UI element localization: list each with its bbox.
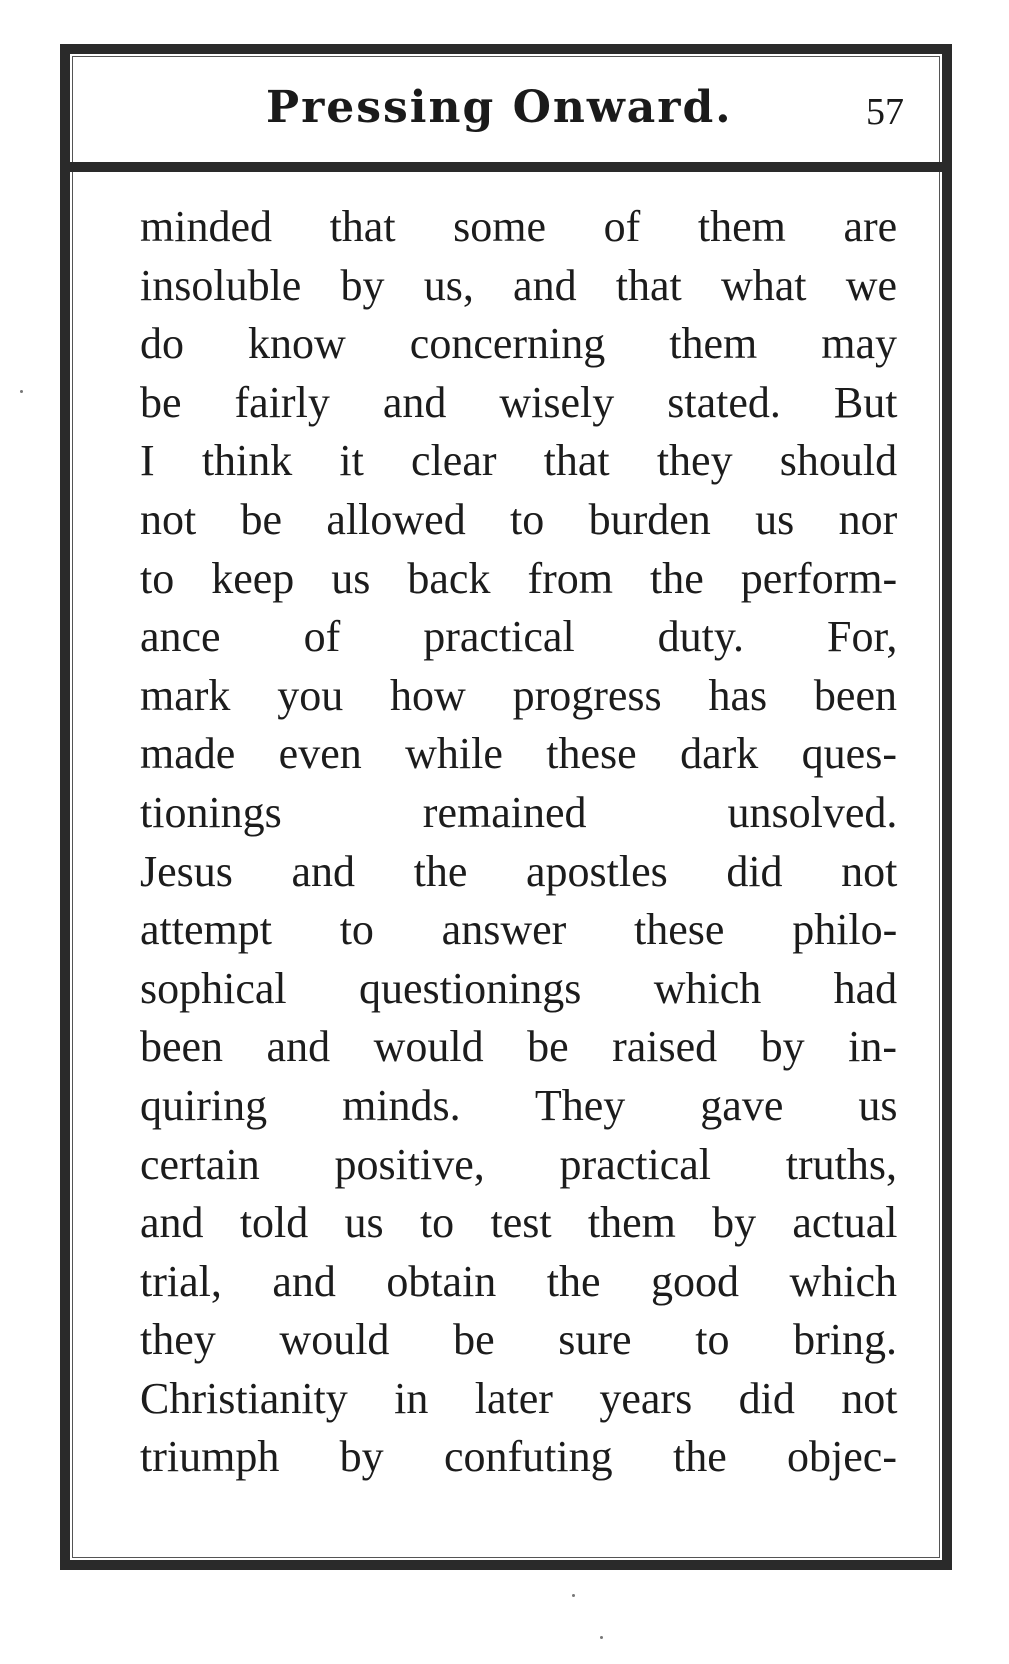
text-line: Christianity in later years did not xyxy=(140,1373,898,1423)
text-line: attempt to answer these philo- xyxy=(140,905,898,955)
text-line: tionings remained unsolved. xyxy=(140,787,898,837)
text-line: I think it clear that they should xyxy=(140,436,898,486)
text-line: certain positive, practical truths, xyxy=(140,1139,897,1189)
text-line: they would be sure to bring. xyxy=(140,1315,897,1365)
text-line: Jesus and the apostles did not xyxy=(140,846,898,896)
text-line: quiring minds. They gave us xyxy=(140,1080,898,1130)
text-line: minded that some of them are xyxy=(140,202,898,251)
text-line: mark you how progress has been xyxy=(140,670,897,720)
text-line: and told us to test them by actual xyxy=(140,1198,898,1248)
header-divider xyxy=(60,162,952,172)
text-line: made even while these dark ques- xyxy=(140,729,897,779)
running-header xyxy=(70,54,942,162)
paper-speck xyxy=(600,1636,603,1639)
paper-speck xyxy=(572,1594,575,1597)
text-line: been and would be raised by in- xyxy=(140,1022,898,1072)
text-line: sophical questionings which had xyxy=(140,963,898,1013)
text-line: to keep us back from the perform- xyxy=(140,553,898,603)
text-line: insoluble by us, and that what we xyxy=(140,260,897,310)
page-number: 57 xyxy=(866,91,904,133)
text-line: trial, and obtain the good which xyxy=(140,1256,897,1306)
text-line: do know concerning them may xyxy=(140,319,897,369)
body-text xyxy=(140,198,897,1487)
running-title: Pressing Onward. xyxy=(266,82,733,133)
text-line: ance of practical duty. For, xyxy=(140,612,898,662)
text-line: not be allowed to burden us nor xyxy=(140,494,898,544)
text-line: triumph by confuting the objec- xyxy=(140,1432,897,1482)
paper-speck xyxy=(20,390,23,393)
text-line: be fairly and wisely stated. But xyxy=(140,377,898,427)
